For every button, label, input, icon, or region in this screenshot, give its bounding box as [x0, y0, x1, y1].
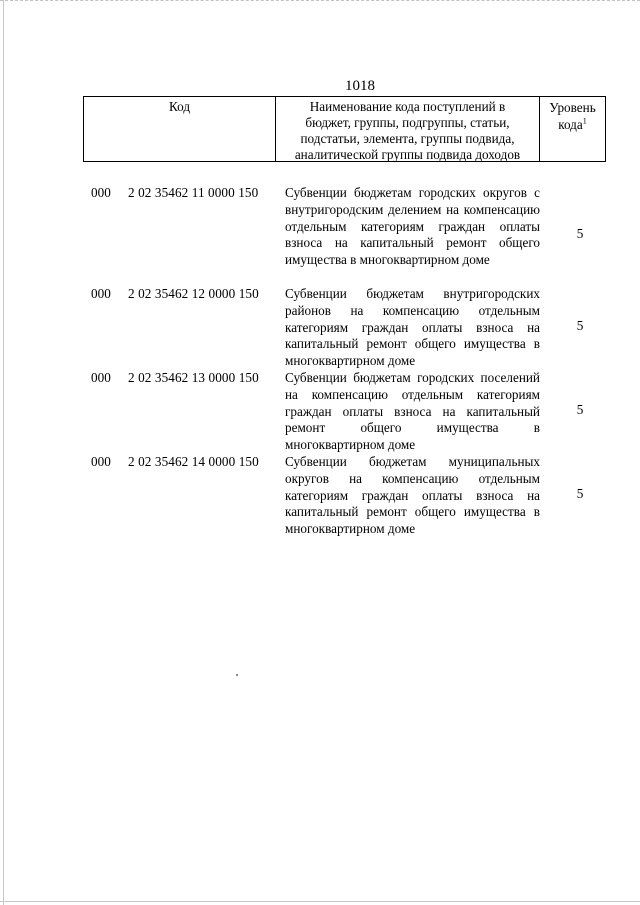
page-number: 1018	[345, 78, 375, 94]
revenue-name: Субвенции бюджетам внутригородских районов на компенсацию отдельным категориям граждан оплаты взноса на капитальный ремонт общего имущества в многоквартирном доме	[285, 286, 540, 369]
revenue-code: 2 02 35462 13 0000 150	[128, 370, 259, 385]
header-level-cell	[540, 97, 605, 161]
scan-bottom-edge	[0, 901, 640, 902]
header-level-line: Уровень	[549, 100, 596, 115]
revenue-name: Субвенции бюджетам городских поселений на компенсацию отдельным категориям граждан оплаты взноса на капитальный ремонт общего имущества в многоквартирном доме	[285, 370, 540, 453]
code-level: 5	[576, 486, 584, 501]
revenue-name: Субвенции бюджетам городских округов с внутригородским делением на компенсацию отдельным категориям граждан оплаты взноса на капитальный ремонт общего имущества в многоквартирном доме	[285, 185, 540, 268]
scan-speck	[236, 674, 238, 676]
header-name-line: Наименование кода поступлений в	[309, 99, 506, 114]
footnote-marker: 1	[582, 116, 587, 126]
code-level: 5	[576, 318, 584, 333]
admin-code: 000	[91, 370, 111, 385]
header-level-line	[540, 116, 605, 133]
scan-left-edge	[3, 0, 4, 905]
header-level-word: кода	[558, 117, 583, 132]
revenue-code: 2 02 35462 11 0000 150	[128, 185, 259, 200]
header-name-line: аналитической группы подвида доходов	[294, 147, 521, 162]
admin-code: 000	[91, 454, 111, 469]
scan-top-edge	[0, 0, 640, 4]
header-code-cell: Код	[84, 97, 276, 161]
table-header	[83, 96, 606, 162]
revenue-code: 2 02 35462 12 0000 150	[128, 286, 259, 301]
revenue-name: Субвенции бюджетам муниципальных округов на компенсацию отдельным категориям граждан оплаты взноса на капитальный ремонт общего имущества в многоквартирном доме	[285, 454, 540, 537]
header-name-line: подстатьи, элемента, группы подвида,	[300, 131, 515, 146]
code-level: 5	[576, 402, 584, 417]
header-name-line: бюджет, группы, подгруппы, статьи,	[305, 115, 510, 130]
admin-code: 000	[91, 185, 111, 200]
code-level: 5	[576, 226, 584, 241]
revenue-code: 2 02 35462 14 0000 150	[128, 454, 259, 469]
header-name-cell	[276, 97, 540, 161]
admin-code: 000	[91, 286, 111, 301]
